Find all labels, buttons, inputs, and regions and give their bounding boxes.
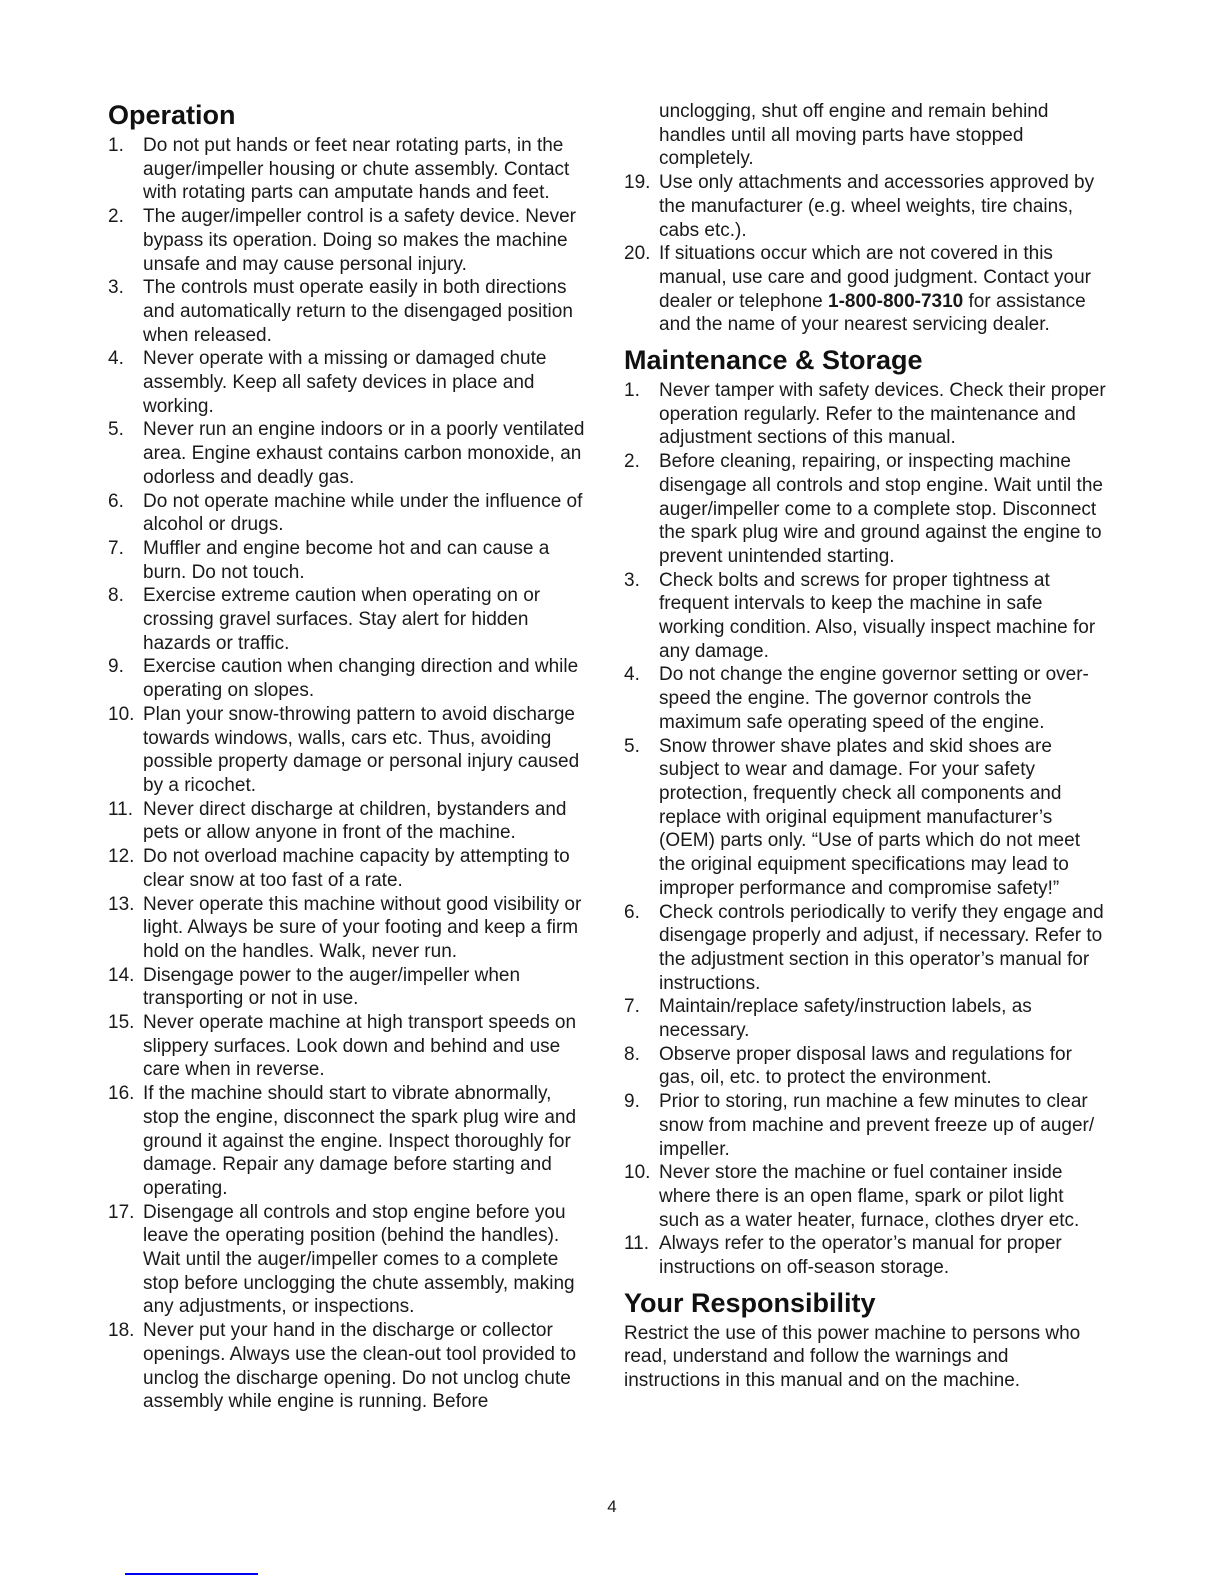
item-text: Never store the machine or fuel container inside where there is an open flame, spark or pilot light such as a water heater, furnace, clothes dryer etc. <box>659 1162 1080 1231</box>
item-number: 6. <box>624 901 640 923</box>
list-item <box>108 964 588 1011</box>
item-text: Never operate with a missing or damaged chute assembly. Keep all safety devices in place and working. <box>143 348 547 417</box>
phone-number: 1-800-800-7310 <box>828 290 964 312</box>
item-text: Check bolts and screws for proper tightness at frequent intervals to keep the machine in safe working condition. Also, visually inspect machine for any damage. <box>659 569 1096 662</box>
item-number: 17. <box>108 1201 135 1223</box>
item-text: Exercise extreme caution when operating on or crossing gravel surfaces. Stay alert for hidden hazards or traffic. <box>143 585 541 654</box>
item-number: 5. <box>624 735 640 757</box>
item-number: 8. <box>624 1043 640 1065</box>
item-text: Exercise caution when changing direction and while operating on slopes. <box>143 656 579 702</box>
item-number: 14. <box>108 964 135 986</box>
operation-list <box>108 134 588 1414</box>
item-number: 15. <box>108 1012 135 1034</box>
list-item <box>108 893 588 964</box>
item-text: The auger/impeller control is a safety device. Never bypass its operation. Doing so makes the machine unsafe and may cause personal injury. <box>143 206 576 275</box>
item-text: Do not change the engine governor setting or over-speed the engine. The governor controls the maximum safe operating speed of the engine. <box>659 664 1089 733</box>
link-underline <box>125 1573 258 1575</box>
page-number: 4 <box>607 1497 617 1516</box>
item-number: 4. <box>624 664 640 686</box>
maintenance-heading: Maintenance & Storage <box>624 345 923 376</box>
maintenance-list <box>624 379 1108 1280</box>
item-number: 4. <box>108 348 124 370</box>
item-number: 13. <box>108 893 135 915</box>
item-number: 9. <box>624 1091 640 1113</box>
item-text: Never run an engine indoors or in a poorly ventilated area. Engine exhaust contains carbon monoxide, an odorless and deadly gas. <box>143 419 585 488</box>
item-number: 3. <box>108 277 124 299</box>
item-number: 3. <box>624 569 640 591</box>
list-item <box>624 569 1108 664</box>
item-number: 7. <box>108 537 124 559</box>
item-text: Never tamper with safety devices. Check their proper operation regularly. Refer to the maintenance and adjustment sections of this manual. <box>659 380 1106 449</box>
item-number: 16. <box>108 1083 135 1105</box>
list-item <box>624 1090 1108 1161</box>
item-number: 1. <box>624 380 640 402</box>
responsibility-heading: Your Responsibility <box>624 1287 876 1318</box>
item-number: 2. <box>624 451 640 473</box>
operation-list-continued <box>624 171 1108 337</box>
list-item <box>108 703 588 798</box>
list-item <box>108 1201 588 1320</box>
item-text: The controls must operate easily in both directions and automatically return to the disengaged position when released. <box>143 277 573 346</box>
item-number: 11. <box>108 798 134 820</box>
list-item <box>108 276 588 347</box>
operation-heading: Operation <box>108 100 236 130</box>
list-item <box>624 663 1108 734</box>
list-item <box>624 995 1108 1042</box>
list-item <box>108 537 588 584</box>
list-item <box>624 1161 1108 1232</box>
item-text: Never direct discharge at children, bystanders and pets or allow anyone in front of the machine. <box>143 798 567 844</box>
list-item <box>108 1082 588 1201</box>
item-text: Always refer to the operator’s manual for proper instructions on off-season storage. <box>659 1233 1062 1279</box>
list-item: 19. Use only attachments and accessories approved by the manufacturer (e.g. wheel weights, tire chains, cabs etc.). <box>624 172 1095 241</box>
list-item: 20. If situations occur which are not covered in this manual, use care and good judgment. Contact your dealer or telephone 1-800-800-7310 for assistance and the name of your nearest servicing dealer. <box>624 243 1091 336</box>
list-item <box>108 655 588 702</box>
item-text: Disengage power to the auger/impeller when transporting or not in use. <box>143 964 521 1010</box>
list-item <box>108 347 588 418</box>
item-text: Never operate this machine without good visibility or light. Always be sure of your footing and keep a firm hold on the handles. Walk, never run. <box>143 893 582 962</box>
list-item <box>108 584 588 655</box>
item-text: Do not overload machine capacity by attempting to clear snow at too fast of a rate. <box>143 846 570 891</box>
list-item <box>108 798 588 845</box>
responsibility-text: Restrict the use of this power machine to persons who read, understand and follow the warnings and instructions in this manual and on the machine. <box>624 1322 1081 1392</box>
item-text: Muffler and engine become hot and can cause a burn. Do not touch. <box>143 537 550 583</box>
item-text: Never operate machine at high transport speeds on slippery surfaces. Look down and behind and use care when in reverse. <box>143 1012 577 1081</box>
item-number: 11. <box>624 1233 650 1255</box>
list-item <box>108 418 588 489</box>
right-column <box>624 100 1108 1393</box>
list-item <box>108 205 588 276</box>
list-item <box>624 450 1108 569</box>
list-item <box>624 1043 1108 1090</box>
item-number: 10. <box>624 1162 651 1184</box>
list-item <box>624 379 1108 450</box>
item-text: If the machine should start to vibrate abnormally, stop the engine, disconnect the spark plug wire and ground it against the engine. Inspect thoroughly for damage. Repair any damage before starting and operating. <box>143 1083 577 1199</box>
item-number: 5. <box>108 419 124 441</box>
item-text: Check controls periodically to verify they engage and disengage properly and adjust, if necessary. Refer to the adjustment section in this operator’s manual for instructions. <box>659 901 1104 994</box>
item-text: Maintain/replace safety/instruction labels, as necessary. <box>659 996 1032 1042</box>
item-number: 18. <box>108 1320 135 1342</box>
list-item <box>108 1011 588 1082</box>
item-text: Disengage all controls and stop engine before you leave the operating position (behind the handles). Wait until the auger/impeller comes to a complete stop before unclogging the chute assembly, making any adjustments, or inspections. <box>143 1201 575 1318</box>
item-text: Observe proper disposal laws and regulations for gas, oil, etc. to protect the environment. <box>659 1043 1072 1089</box>
item-number: 2. <box>108 206 124 228</box>
item-text: Do not operate machine while under the influence of alcohol or drugs. <box>143 490 583 536</box>
list-item <box>108 490 588 537</box>
item-text: Before cleaning, repairing, or inspecting machine disengage all controls and stop engine. Wait until the auger/impeller come to a complete stop. Disconnect the spark plug wire and ground against the engine to prevent unintended starting. <box>659 451 1103 567</box>
item-text: Do not put hands or feet near rotating parts, in the auger/impeller housing or chute assembly. Contact with rotating parts can amputate hands and feet. <box>143 135 570 204</box>
item-number: 7. <box>624 996 640 1018</box>
item-number: 8. <box>108 585 124 607</box>
list-item <box>624 735 1108 901</box>
item-number: 10. <box>108 703 135 725</box>
item-number: 6. <box>108 490 124 512</box>
item-text: Never put your hand in the discharge or collector openings. Always use the clean-out tool provided to unclog the discharge opening. Do not unclog chute assembly while engine is running. Before <box>143 1320 577 1413</box>
item-18-continued: unclogging, shut off engine and remain behind handles until all moving parts have stopped completely. <box>659 101 1049 170</box>
list-item <box>108 1319 588 1414</box>
left-column <box>108 100 588 1414</box>
list-item <box>108 845 588 892</box>
item-text: Plan your snow-throwing pattern to avoid discharge towards windows, walls, cars etc. Thus, avoiding possible property damage or personal injury caused by a ricochet. <box>143 703 580 796</box>
item-number: 1. <box>108 135 124 156</box>
item-number: 12. <box>108 846 135 868</box>
list-item <box>108 134 588 205</box>
item-text: Prior to storing, run machine a few minutes to clear snow from machine and prevent freeze up of auger/ impeller. <box>659 1091 1095 1160</box>
list-item <box>624 1232 1108 1279</box>
item-number: 9. <box>108 656 124 678</box>
item-text: Snow thrower shave plates and skid shoes are subject to wear and damage. For your safety protection, frequently check all components and replace with original equipment manufacturer’s (OEM) parts only. “Use of parts which do not meet the original equipment specifications may lead to improper performance and compromise safety!” <box>659 735 1080 899</box>
list-item <box>624 901 1108 996</box>
